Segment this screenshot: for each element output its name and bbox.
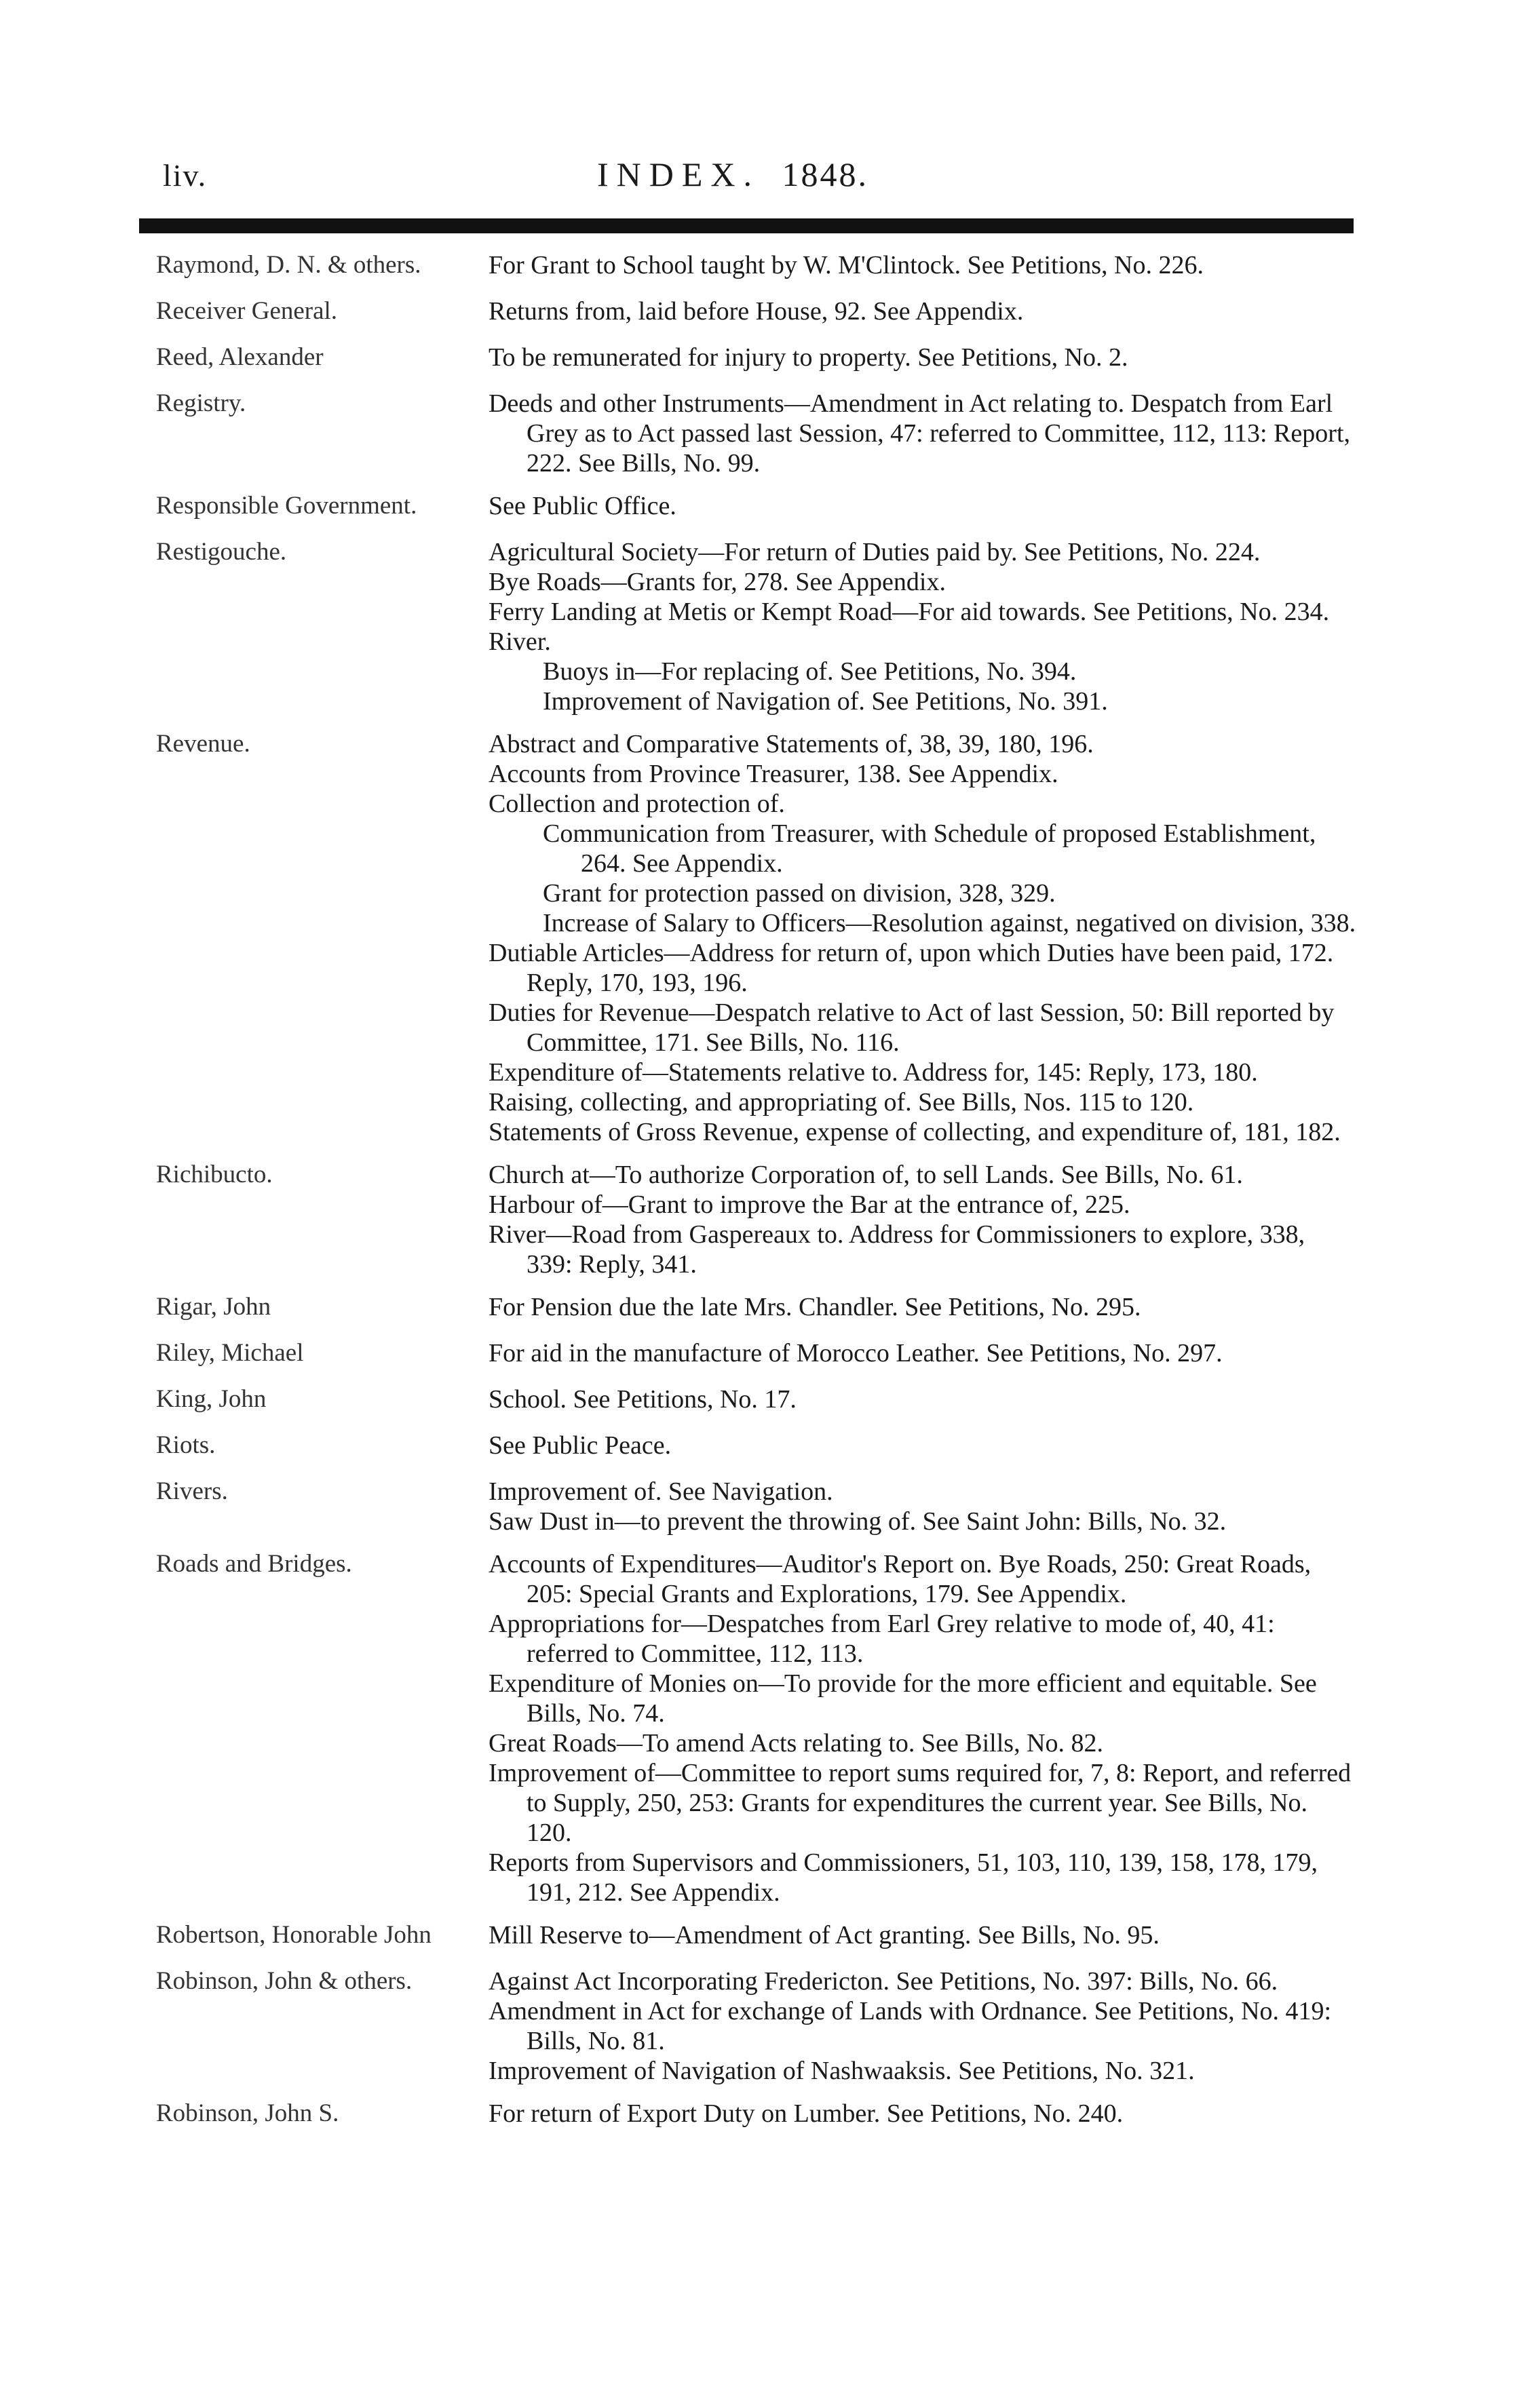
entry-body: [489, 1963, 1357, 2086]
entry-line: Bye Roads—Grants for, 278. See Appendix.: [489, 568, 946, 596]
entry-heading: Responsible Government.: [156, 492, 417, 520]
entry-line: Expenditure of Monies on—To provide for the more efficient and equitable. See Bills, No. 74.: [489, 1669, 1317, 1728]
entry-heading: Riley, Michael: [156, 1339, 304, 1367]
entry-body: [489, 247, 1357, 280]
entry-line: Collection and protection of.: [489, 790, 785, 818]
entry-body: [489, 2095, 1357, 2129]
entry-body: [489, 1381, 1357, 1414]
entry-subline: Communication from Treasurer, with Schedule of proposed Establishment, 264. See Appendix.: [543, 819, 1316, 878]
entry-line: Church at—To authorize Corporation of, to sell Lands. See Bills, No. 61.: [489, 1161, 1243, 1189]
entry-body: [489, 1917, 1357, 1950]
index-entry: [156, 1917, 1357, 1954]
entry-line: Accounts of Expenditures—Auditor's Report on. Bye Roads, 250: Great Roads, 205: Special Grants and Explorations, 179. See Appendix.: [489, 1550, 1312, 1608]
entry-heading: Rigar, John: [156, 1293, 271, 1321]
index-entry: [156, 1963, 1357, 2086]
entry-heading: Reed, Alexander: [156, 343, 324, 371]
index-entry: [156, 1427, 1357, 1464]
entry-line: School. See Petitions, No. 17.: [489, 1385, 797, 1414]
entry-line: Abstract and Comparative Statements of, 38, 39, 180, 196.: [489, 730, 1094, 758]
title-year: 1848.: [782, 155, 869, 193]
index-entry: [156, 385, 1357, 478]
entry-line: See Public Peace.: [489, 1431, 672, 1460]
entry-heading: Riots.: [156, 1431, 216, 1459]
entry-body: [489, 726, 1357, 1147]
entry-body: [489, 1335, 1357, 1368]
entry-body: [489, 293, 1357, 326]
entry-subline: Increase of Salary to Officers—Resolution against, negatived on division, 338.: [543, 909, 1356, 937]
entry-line: Ferry Landing at Metis or Kempt Road—For aid towards. See Petitions, No. 234.: [489, 598, 1330, 626]
entry-line: Reports from Supervisors and Commissioners, 51, 103, 110, 139, 158, 178, 179, 191, 212. See Appendix.: [489, 1848, 1318, 1907]
index-entry: [156, 1289, 1357, 1325]
entry-heading: Robinson, John S.: [156, 2099, 339, 2127]
entry-line: For aid in the manufacture of Morocco Leather. See Petitions, No. 297.: [489, 1339, 1223, 1367]
entry-line: For return of Export Duty on Lumber. See Petitions, No. 240.: [489, 2099, 1124, 2128]
page-title: [597, 155, 868, 194]
entry-subline: Improvement of Navigation of. See Petitions, No. 391.: [543, 687, 1108, 716]
entry-line: Duties for Revenue—Despatch relative to Act of last Session, 50: Bill reported by Committee, 171. See Bills, No. 116.: [489, 998, 1335, 1057]
entry-line: Improvement of. See Navigation.: [489, 1477, 833, 1506]
entry-subline: Grant for protection passed on division, 328, 329.: [543, 879, 1056, 908]
entry-line: Expenditure of—Statements relative to. Address for, 145: Reply, 173, 180.: [489, 1058, 1258, 1087]
entry-line: Statements of Gross Revenue, expense of collecting, and expenditure of, 181, 182.: [489, 1118, 1341, 1146]
index-entry: [156, 534, 1357, 716]
entry-line: Harbour of—Grant to improve the Bar at the entrance of, 225.: [489, 1190, 1130, 1219]
entry-body: [489, 1157, 1357, 1279]
entry-line: To be remunerated for injury to property. See Petitions, No. 2.: [489, 343, 1128, 372]
entry-heading: King, John: [156, 1385, 267, 1413]
index-entry: [156, 1546, 1357, 1907]
entry-heading: Roads and Bridges.: [156, 1550, 352, 1578]
entry-line: Great Roads—To amend Acts relating to. See Bills, No. 82.: [489, 1729, 1104, 1758]
entry-heading: Robertson, Honorable John: [156, 1921, 432, 1949]
entry-line: Dutiable Articles—Address for return of, upon which Duties have been paid, 172. Reply, 170, 193, 196.: [489, 939, 1334, 997]
entry-line: Deeds and other Instruments—Amendment in Act relating to. Despatch from Earl Grey as to Act passed last Session, 47: referred to Committee, 112, 113: Report, 222. See Bills, No. 99.: [489, 389, 1351, 478]
entry-body: [489, 339, 1357, 372]
entry-line: Raising, collecting, and appropriating of. See Bills, Nos. 115 to 120.: [489, 1088, 1194, 1116]
entry-body: [489, 1546, 1357, 1907]
entry-body: [489, 488, 1357, 521]
entry-line: Agricultural Society—For return of Duties paid by. See Petitions, No. 224.: [489, 538, 1261, 566]
entry-line: River—Road from Gaspereaux to. Address for Commissioners to explore, 338, 339: Reply, 341.: [489, 1220, 1305, 1279]
entry-body: [489, 1427, 1357, 1460]
entry-body: [489, 1289, 1357, 1322]
entry-heading: Raymond, D. N. & others.: [156, 251, 421, 279]
entry-heading: Richibucto.: [156, 1161, 273, 1188]
index-entry: [156, 1335, 1357, 1372]
index-entry: [156, 1381, 1357, 1418]
entry-line: Mill Reserve to—Amendment of Act granting. See Bills, No. 95.: [489, 1921, 1160, 1949]
entry-line: River.: [489, 627, 551, 656]
entry-line: Saw Dust in—to prevent the throwing of. See Saint John: Bills, No. 32.: [489, 1507, 1227, 1536]
entry-line: For Grant to School taught by W. M'Clintock. See Petitions, No. 226.: [489, 251, 1204, 279]
entry-heading: Restigouche.: [156, 538, 287, 566]
entry-heading: Revenue.: [156, 730, 250, 758]
index-entry: [156, 726, 1357, 1147]
header-rule: [139, 218, 1354, 233]
entry-line: For Pension due the late Mrs. Chandler. See Petitions, No. 295.: [489, 1293, 1141, 1321]
index-entry: [156, 247, 1357, 284]
title-text: INDEX.: [597, 155, 761, 193]
index-entries: [156, 237, 1357, 2132]
entry-body: [489, 534, 1357, 716]
index-entry: [156, 293, 1357, 330]
entry-heading: Receiver General.: [156, 297, 338, 325]
entry-body: [489, 1473, 1357, 1536]
entry-line: Accounts from Province Treasurer, 138. See Appendix.: [489, 760, 1058, 788]
entry-line: Against Act Incorporating Fredericton. See Petitions, No. 397: Bills, No. 66.: [489, 1967, 1278, 1996]
index-entry: [156, 1473, 1357, 1536]
entry-line: Amendment in Act for exchange of Lands with Ordnance. See Petitions, No. 419: Bills, No. 81.: [489, 1997, 1332, 2055]
entry-heading: Registry.: [156, 389, 246, 417]
index-entry: [156, 1157, 1357, 1279]
entry-subline: Buoys in—For replacing of. See Petitions, No. 394.: [543, 657, 1077, 686]
index-entry: [156, 2095, 1357, 2132]
entry-line: Appropriations for—Despatches from Earl Grey relative to mode of, 40, 41: referred to Committee, 112, 113.: [489, 1610, 1275, 1668]
entry-heading: Robinson, John & others.: [156, 1967, 413, 1995]
entry-heading: Rivers.: [156, 1477, 228, 1505]
index-entry: [156, 339, 1357, 376]
entry-line: See Public Office.: [489, 492, 676, 520]
page-number: liv.: [163, 158, 208, 193]
index-entry: [156, 488, 1357, 524]
entry-line: Improvement of—Committee to report sums required for, 7, 8: Report, and referred to Supply, 250, 253: Grants for expenditures the current year. See Bills, No. 120.: [489, 1759, 1352, 1847]
entry-line: Improvement of Navigation of Nashwaaksis. See Petitions, No. 321.: [489, 2057, 1195, 2085]
entry-line: Returns from, laid before House, 92. See Appendix.: [489, 297, 1024, 326]
entry-body: [489, 385, 1357, 478]
